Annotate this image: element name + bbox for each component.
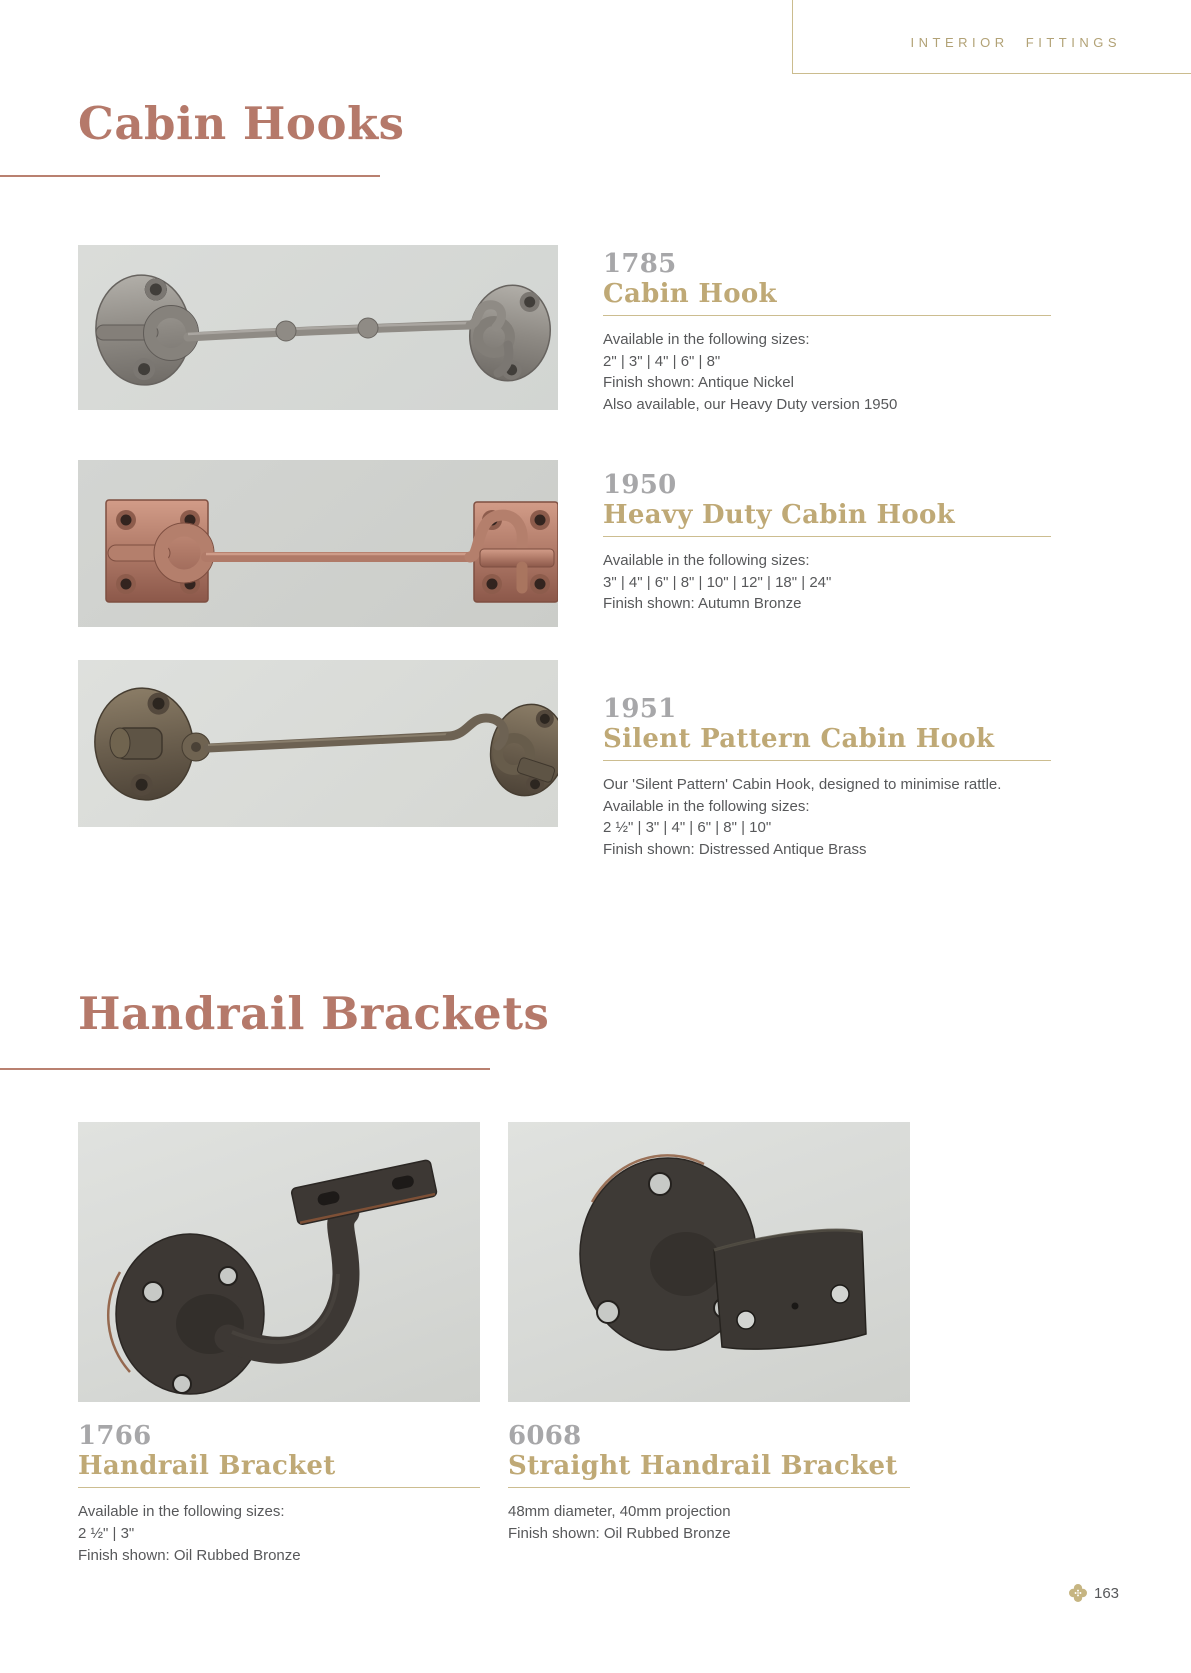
product-detail-line: Finish shown: Distressed Antique Brass [603,840,867,858]
product-details [78,1501,480,1567]
product-detail-line: Available in the following sizes: [603,331,810,348]
product-name: Cabin Hook [603,279,777,309]
product-detail-line: Finish shown: Oil Rubbed Bronze [78,1547,301,1564]
page-number: 163 [1094,1584,1120,1602]
product-code: 1951 [603,694,677,724]
cabin-hook-1950-illustration [78,460,558,627]
product-photo-1951 [78,660,558,827]
product-detail-line: Finish shown: Autumn Bronze [603,595,802,612]
product-card-1766 [78,1421,480,1567]
product-card-1785 [603,249,1051,415]
product-card-1950 [603,470,1051,615]
section-title-cabin-hooks: Cabin Hooks [78,97,405,150]
product-detail-line: Available in the following sizes: [603,552,810,569]
product-detail-line: 2" | 3" | 4" | 6" | 8" [603,352,721,370]
product-rule [78,1487,480,1488]
product-photo-1766 [78,1122,480,1402]
product-rule [508,1487,910,1488]
product-details [603,550,1051,615]
product-detail-line: Our 'Silent Pattern' Cabin Hook, designed to minimise rattle. [603,776,1002,793]
section-rule [0,175,380,177]
product-detail-line: 48mm diameter, 40mm projection [508,1503,731,1520]
cabin-hook-1951-illustration [78,660,558,827]
product-photo-6068 [508,1122,910,1402]
product-detail-line: 2 ½" | 3" | 4" | 6" | 8" | 10" [603,819,772,836]
product-detail-line: Finish shown: Antique Nickel [603,374,794,391]
product-detail-line: 3" | 4" | 6" | 8" | 10" | 12" | 18" | 24" [603,573,832,591]
page-footer [1069,1584,1119,1602]
product-name: Heavy Duty Cabin Hook [603,500,955,530]
product-name: Handrail Bracket [78,1451,336,1481]
product-code: 1950 [603,470,677,500]
category-tag: INTERIOR FITTINGS [910,35,1121,50]
product-code: 1785 [603,249,677,279]
quatrefoil-icon [1069,1584,1087,1602]
product-detail-line: Available in the following sizes: [78,1503,285,1520]
product-card-6068 [508,1421,910,1545]
product-details [508,1501,910,1545]
product-rule [603,315,1051,316]
product-detail-line: Available in the following sizes: [603,797,810,815]
product-photo-1785 [78,245,558,410]
product-code: 6068 [508,1421,582,1451]
product-code: 1766 [78,1421,152,1451]
section-rule [0,1068,490,1070]
product-details [603,329,1051,415]
product-card-1951 [603,694,1051,860]
cabin-hook-1785-illustration [78,245,558,410]
handrail-bracket-1766-illustration [78,1122,480,1402]
product-details [603,774,1051,860]
category-tag-box [792,0,1191,74]
product-name: Silent Pattern Cabin Hook [603,724,995,754]
product-name: Straight Handrail Bracket [508,1451,898,1481]
product-detail-line: Finish shown: Oil Rubbed Bronze [508,1525,731,1542]
section-title-handrail-brackets: Handrail Brackets [78,987,550,1040]
product-rule [603,536,1051,537]
handrail-bracket-6068-illustration [508,1122,910,1402]
product-detail-line: 2 ½" | 3" [78,1525,135,1542]
product-detail-line: Also available, our Heavy Duty version 1950 [603,395,898,413]
product-rule [603,760,1051,761]
product-photo-1950 [78,460,558,627]
